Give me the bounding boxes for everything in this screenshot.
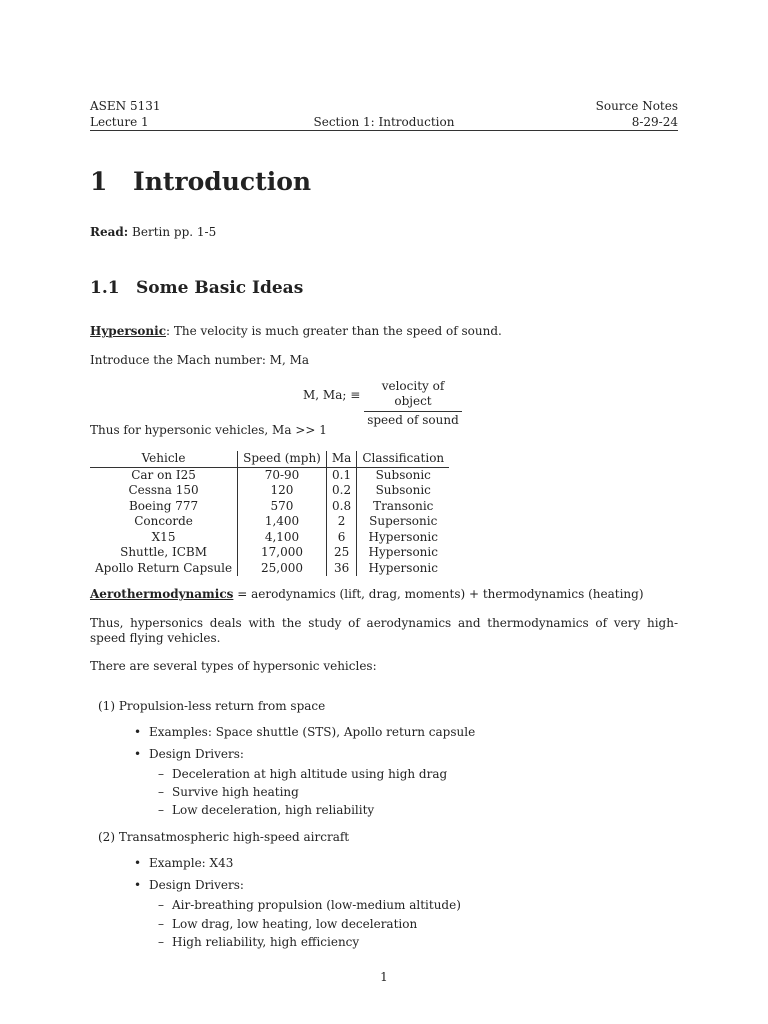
- bullet-text: Design Drivers:: [149, 878, 244, 892]
- subsection-title-text: Some Basic Ideas: [136, 278, 304, 298]
- table-cell: 0.1: [326, 467, 356, 483]
- dash-glyph: –: [158, 767, 164, 781]
- sub-item-text: Deceleration at high altitude using high drag: [172, 767, 448, 781]
- table-row: [90, 467, 449, 483]
- table-cell: 17,000: [238, 545, 327, 561]
- table-row: [90, 483, 449, 499]
- table-header-row: [90, 451, 449, 467]
- dash-glyph: –: [158, 917, 164, 931]
- table-cell: Hypersonic: [368, 545, 438, 559]
- table-header-cell: Speed (mph): [238, 451, 327, 467]
- aerothermodynamics-definition: [90, 587, 678, 602]
- table-cell: 2: [326, 514, 356, 530]
- equation-lhs: M, Ma; ≡: [303, 388, 361, 402]
- equation-fraction: [364, 379, 462, 428]
- table-row: [90, 530, 449, 546]
- header-source: Source Notes: [595, 99, 678, 113]
- table-cell: Transonic: [373, 498, 434, 513]
- header-date: 8-29-24: [631, 115, 678, 129]
- list-item: [135, 878, 244, 893]
- read-line: [90, 225, 678, 240]
- sub-item-text: Low deceleration, high reliability: [172, 803, 375, 817]
- table-cell: 70-90: [238, 467, 327, 483]
- sub-item-text: Air-breathing propulsion (low-medium altitude): [172, 898, 461, 912]
- header-course: ASEN 5131: [90, 99, 161, 113]
- header-lecture: Lecture 1: [90, 115, 149, 129]
- fraction-bar: [364, 411, 462, 412]
- bullet-text: Example: X43: [149, 856, 234, 870]
- table-cell: 1,400: [238, 514, 327, 530]
- type-2-label: (2) Transatmospheric high-speed aircraft: [98, 830, 350, 844]
- section-number: 1: [90, 167, 108, 196]
- equation-denominator: speed of sound: [367, 413, 459, 427]
- table-cell: 0.8: [326, 499, 356, 515]
- list-item: [158, 803, 374, 818]
- section-title: [90, 166, 311, 198]
- vehicle-table: [90, 451, 449, 576]
- mach-intro: Introduce the Mach number: M, Ma: [90, 353, 310, 367]
- dash-glyph: –: [158, 935, 164, 949]
- type-1-label: (1) Propulsion-less return from space: [98, 699, 326, 713]
- header-rule: [90, 130, 678, 131]
- subsection-title: [90, 277, 303, 299]
- list-item: [158, 935, 359, 950]
- page-number: 1: [380, 970, 388, 984]
- table-cell: Cessna 150: [90, 483, 238, 499]
- table-cell: 36: [326, 561, 356, 577]
- section-title-text: Introduction: [133, 167, 312, 196]
- bullet-text: Design Drivers:: [149, 747, 244, 761]
- read-label: Read:: [90, 225, 129, 239]
- equation-numerator: velocity of object: [381, 379, 445, 408]
- sub-item-text: Survive high heating: [172, 785, 299, 799]
- list-item: [135, 725, 475, 740]
- list-item: [158, 917, 417, 932]
- bullet-text: Examples: Space shuttle (STS), Apollo return capsule: [149, 725, 476, 739]
- table-cell: Subsonic: [375, 467, 431, 482]
- sub-item-text: Low drag, low heating, low deceleration: [172, 917, 418, 931]
- table-cell: Hypersonic: [368, 560, 438, 575]
- types-intro: There are several types of hypersonic vehicles:: [90, 659, 377, 673]
- table-cell: Concorde: [90, 514, 238, 530]
- list-item: [135, 856, 233, 871]
- table-cell: 6: [326, 530, 356, 546]
- dash-glyph: –: [158, 803, 164, 817]
- table-cell: 4,100: [238, 530, 327, 546]
- dash-glyph: –: [158, 898, 164, 912]
- table-row: [90, 561, 449, 577]
- table-cell: Supersonic: [369, 514, 438, 528]
- header-section: Section 1: Introduction: [313, 115, 455, 129]
- aero-text: = aerodynamics (lift, drag, moments) + thermodynamics (heating): [233, 587, 644, 601]
- aero-term: Aerothermodynamics: [90, 587, 234, 601]
- table-cell: Car on I25: [90, 467, 238, 483]
- table-cell: 25,000: [238, 561, 327, 577]
- table-cell: 570: [238, 499, 327, 515]
- hypersonic-definition: [90, 324, 678, 339]
- list-item: [158, 767, 447, 782]
- table-row: [90, 545, 449, 561]
- table-cell: 120: [238, 483, 327, 499]
- read-text: Bertin pp. 1-5: [132, 225, 217, 239]
- table-cell: Subsonic: [375, 483, 431, 497]
- table-cell: Boeing 777: [90, 499, 238, 515]
- table-cell: Shuttle, ICBM: [90, 545, 238, 561]
- thus-line: Thus for hypersonic vehicles, Ma >> 1: [90, 423, 327, 437]
- table-header-cell: Vehicle: [90, 451, 238, 467]
- dash-glyph: –: [158, 785, 164, 799]
- sub-item-text: High reliability, high efficiency: [172, 935, 360, 949]
- table-cell: X15: [90, 530, 238, 546]
- table-header-cell: Classification: [357, 451, 449, 467]
- table-cell: Hypersonic: [368, 529, 438, 544]
- hypersonic-text: : The velocity is much greater than the speed of sound.: [166, 324, 502, 338]
- table-cell: 0.2: [326, 483, 356, 499]
- list-item: [158, 898, 461, 913]
- table-row: [90, 499, 449, 515]
- table-row: [90, 514, 449, 530]
- list-item: [135, 747, 244, 762]
- table-cell: 25: [326, 545, 356, 561]
- table-cell: Apollo Return Capsule: [90, 561, 238, 577]
- thus-paragraph: Thus, hypersonics deals with the study of aerodynamics and thermodynamics of very high-speed flying vehicles.: [90, 616, 678, 645]
- hypersonic-term: Hypersonic: [90, 324, 167, 338]
- list-item: [158, 785, 299, 800]
- table-header-cell: Ma: [326, 451, 356, 467]
- subsection-number: 1.1: [90, 278, 120, 298]
